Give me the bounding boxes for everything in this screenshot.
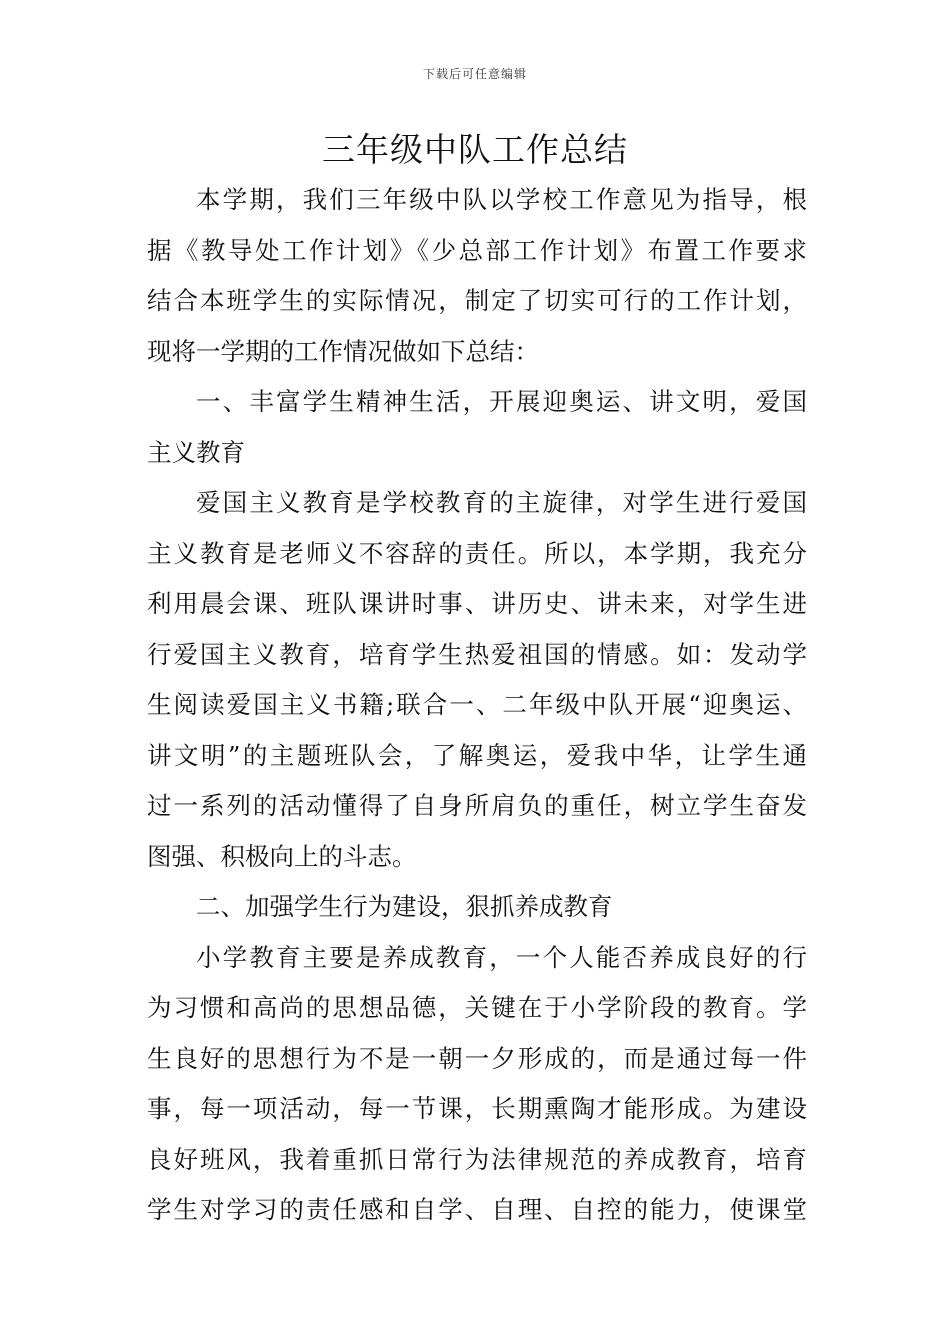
text-line: 本学期，我们三年级中队以学校工作意见为指导，根: [196, 185, 807, 214]
text-line: 主义教育: [147, 437, 245, 467]
text-line: 良好班风，我着重抓日常行为法律规范的养成教育，培育: [147, 1144, 807, 1174]
header-note: 下载后可任意编辑: [422, 67, 527, 81]
text-line: 讲文明”的主题班队会，了解奥运，爱我中华，让学生通: [147, 740, 807, 770]
text-line: 结合本班学生的实际情况，制定了切实可行的工作计划，: [147, 286, 807, 315]
text-line: 过一系列的活动懂得了自身所肩负的重任，树立学生奋发: [147, 791, 807, 820]
text-line: 利用晨会课、班队课讲时事、讲历史、讲未来，对学生进: [147, 589, 807, 618]
document-title: 三年级中队工作总结: [322, 130, 628, 169]
document-body: [147, 178, 807, 1239]
text-line: 现将一学期的工作情况做如下总结：: [147, 336, 539, 366]
text-line: 小学教育主要是养成教育，一个人能否养成良好的行: [196, 942, 807, 972]
text-line: 学生对学习的责任感和自学、自理、自控的能力，使课堂: [147, 1195, 807, 1224]
text-line: 行爱国主义教育，培育学生热爱祖国的情感。如：发动学: [147, 639, 807, 669]
text-line: 生阅读爱国主义书籍;联合一、二年级中队开展“迎奥运、: [147, 690, 807, 719]
text-line: 为习惯和高尚的思想品德，关键在于小学阶段的教育。学: [147, 993, 807, 1022]
text-line: 二、加强学生行为建设，狠抓养成教育: [196, 892, 613, 921]
text-line: 爱国主义教育是学校教育的主旋律，对学生进行爱国: [196, 488, 807, 517]
text-line: 主义教育是老师义不容辞的责任。所以，本学期，我充分: [147, 538, 807, 568]
text-line: 一、丰富学生精神生活，开展迎奥运、讲文明，爱国: [196, 387, 807, 416]
text-line: 生良好的思想行为不是一朝一夕形成的，而是通过每一件: [147, 1043, 807, 1073]
text-line: 据《教导处工作计划》《少总部工作计划》布置工作要求: [147, 235, 807, 265]
text-line: 事，每一项活动，每一节课，长期熏陶才能形成。为建设: [147, 1094, 807, 1123]
text-line: 图强、积极向上的斗志。: [147, 841, 417, 871]
